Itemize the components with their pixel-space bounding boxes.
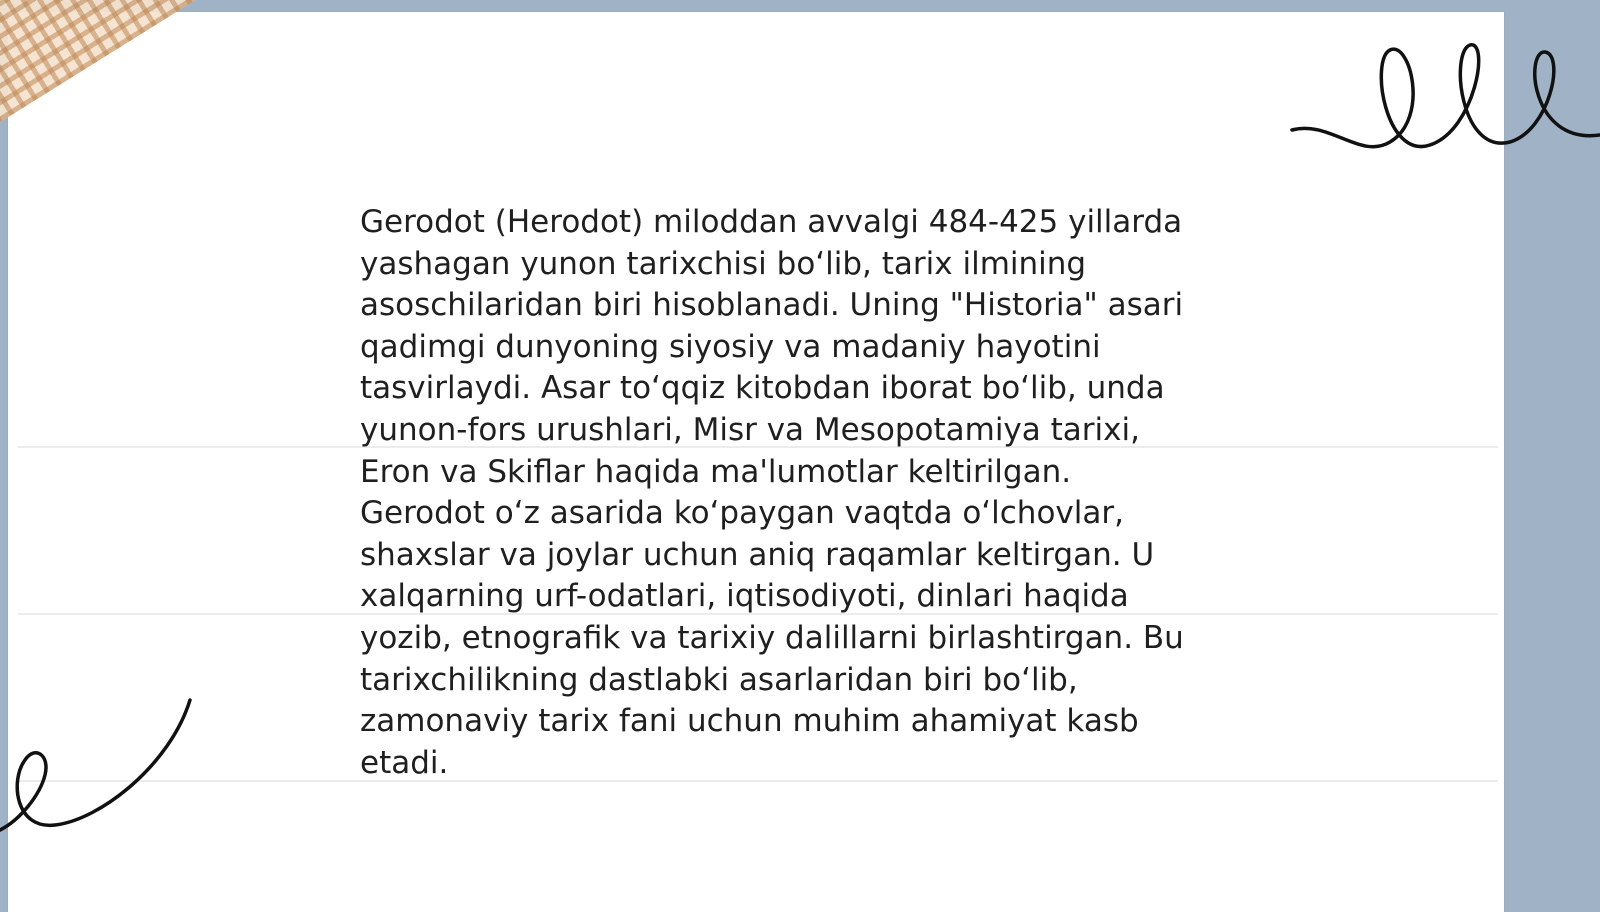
check-swirl-icon (0, 695, 200, 845)
loop-swirl-icon (1290, 30, 1600, 170)
body-paragraph: Gerodot (Herodot) miloddan avvalgi 484-425 yillarda yashagan yunon tarixchisi bo‘lib, tarix ilmining asoschilaridan biri hisoblanadi. Uning "Historia" asari qadimgi dunyoning siyosiy va madaniy hayotini tasvirlaydi. Asar to‘qqiz kitobdan iborat bo‘lib, unda yunon-fors urushlari, Misr va Mesopotamiya tarixi, Eron va Skiflar haqida ma'lumotlar keltirilgan. Gerodot o‘z asarida ko‘paygan vaqtda o‘lchovlar, shaxslar va joylar uchun aniq raqamlar keltirgan. U xalqarning urf-odatlari, iqtisodiyoti, dinlari haqida yozib, etnografik va tarixiy dalillarni birlashtirgan. Bu tarixchilikning dastlabki asarlaridan biri bo‘lib, zamonaviy tarix fani uchun muhim ahamiyat kasb etadi. (360, 204, 1184, 781)
